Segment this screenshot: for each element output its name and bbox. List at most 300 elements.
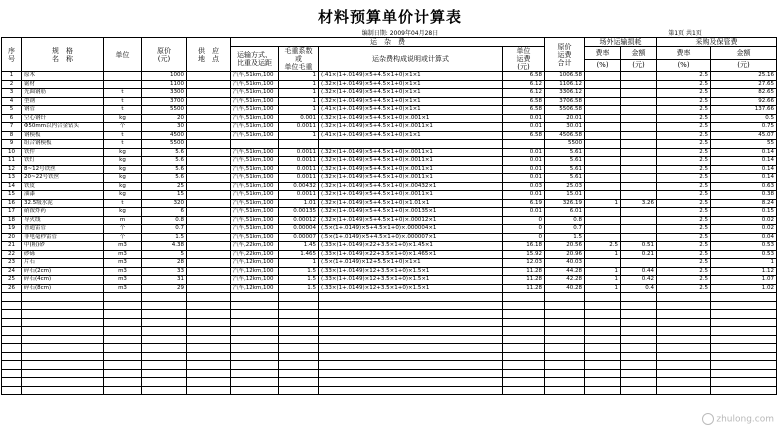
empty-cell <box>2 301 22 310</box>
cell-price: 5.6 <box>142 157 187 166</box>
table-header <box>2 38 777 72</box>
cell-samt: 1.02 <box>711 284 777 293</box>
cell-no: 20 <box>2 233 22 242</box>
empty-cell <box>187 344 231 353</box>
cell-name: 普通雷管 <box>22 225 104 234</box>
cell-total: 44.28 <box>545 267 585 276</box>
empty-row <box>2 386 777 395</box>
empty-cell <box>585 310 621 319</box>
cell-oamt: 3.26 <box>621 199 657 208</box>
table-row <box>2 114 777 123</box>
cell-name: 组合钢模板 <box>22 140 104 149</box>
header-seq: 序 号 <box>2 38 22 72</box>
empty-row <box>2 293 777 302</box>
cell-weight: 0.001 <box>279 114 319 123</box>
empty-cell <box>657 361 711 370</box>
cell-unit: m3 <box>104 242 142 251</box>
cell-orate <box>585 191 621 200</box>
empty-cell <box>503 327 545 336</box>
empty-cell <box>545 369 585 378</box>
empty-cell <box>585 293 621 302</box>
empty-cell <box>503 352 545 361</box>
cell-srate: 2.5 <box>657 208 711 217</box>
empty-cell <box>585 369 621 378</box>
empty-cell <box>104 327 142 336</box>
empty-cell <box>187 369 231 378</box>
table-row <box>2 182 777 191</box>
empty-cell <box>711 369 777 378</box>
cell-srate: 2.5 <box>657 72 711 81</box>
cell-weight: 0.0011 <box>279 148 319 157</box>
cell-total: 3706.58 <box>545 97 585 106</box>
cell-samt: 0.02 <box>711 216 777 225</box>
cell-supply <box>187 89 231 98</box>
cell-ufreight: 6.12 <box>503 89 545 98</box>
cell-orate <box>585 72 621 81</box>
empty-cell <box>585 335 621 344</box>
header-weight: 毛重系数 或 单位毛重 <box>279 47 319 72</box>
cell-total: 20.96 <box>545 250 585 259</box>
cell-price: 4500 <box>142 131 187 140</box>
cell-name: 中(粗)砂 <box>22 242 104 251</box>
empty-cell <box>22 327 104 336</box>
empty-cell <box>621 327 657 336</box>
cell-orate <box>585 259 621 268</box>
header-formula: 运杂费构成说明或计算式 <box>319 47 503 72</box>
cell-total: 3306.12 <box>545 89 585 98</box>
cell-transport: 汽车,51km,100 <box>231 97 279 106</box>
empty-cell <box>621 318 657 327</box>
empty-cell <box>621 310 657 319</box>
cell-total: 5506.58 <box>545 106 585 115</box>
cell-formula: (.32×(1+.0149)×5+4.5×1+0)×.0011×1 <box>319 174 503 183</box>
cell-ufreight: 0 <box>503 233 545 242</box>
cell-srate: 2.5 <box>657 199 711 208</box>
cell-srate: 2.5 <box>657 106 711 115</box>
cell-srate: 2.5 <box>657 191 711 200</box>
empty-cell <box>231 361 279 370</box>
cell-supply <box>187 242 231 251</box>
empty-cell <box>657 301 711 310</box>
cell-formula: (.5×(1+.0149)×5+4.5×1+0)×.000004×1 <box>319 225 503 234</box>
cell-formula: (.5×(1+.0149)×12+5.5×1+0)×1×1 <box>319 259 503 268</box>
empty-cell <box>187 293 231 302</box>
cell-ufreight: 6.58 <box>503 131 545 140</box>
cell-no: 18 <box>2 216 22 225</box>
empty-cell <box>279 386 319 395</box>
cell-samt: 0.38 <box>711 191 777 200</box>
empty-cell <box>657 344 711 353</box>
empty-cell <box>319 327 503 336</box>
cell-formula: (.32×(1+.0149)×5+4.5×1+0)×.00135×1 <box>319 208 503 217</box>
cell-srate: 2.5 <box>657 250 711 259</box>
cell-unit <box>104 80 142 89</box>
empty-cell <box>585 352 621 361</box>
empty-cell <box>2 318 22 327</box>
cell-price: 1100 <box>142 80 187 89</box>
table-row <box>2 131 777 140</box>
cell-price: 5 <box>142 250 187 259</box>
empty-cell <box>2 361 22 370</box>
empty-cell <box>545 386 585 395</box>
cell-weight: 0.0011 <box>279 123 319 132</box>
cell-orate <box>585 123 621 132</box>
cell-transport: 汽车,51km,100 <box>231 165 279 174</box>
page-info: 第1页 共1页 <box>668 30 702 37</box>
cell-supply <box>187 165 231 174</box>
cell-price: 3300 <box>142 89 187 98</box>
cell-no: 1 <box>2 72 22 81</box>
cell-name: 砂砾 <box>22 250 104 259</box>
table-row <box>2 233 777 242</box>
cell-total: 1106.12 <box>545 80 585 89</box>
cell-formula: (.32×(1+.0149)×5+4.5×1+0)×.0011×1 <box>319 148 503 157</box>
cell-transport: 汽车,51km,100 <box>231 208 279 217</box>
empty-cell <box>22 318 104 327</box>
table-row <box>2 267 777 276</box>
empty-cell <box>621 369 657 378</box>
empty-cell <box>585 318 621 327</box>
empty-cell <box>545 310 585 319</box>
cell-samt: 1 <box>711 259 777 268</box>
cell-weight: 1.5 <box>279 267 319 276</box>
cell-price: 1.5 <box>142 233 187 242</box>
cell-orate <box>585 233 621 242</box>
cell-ufreight: 6.19 <box>503 199 545 208</box>
empty-cell <box>621 361 657 370</box>
empty-cell <box>2 293 22 302</box>
header-unit-freight: 单位 运费 (元) <box>503 47 545 72</box>
cell-orate: 1 <box>585 284 621 293</box>
empty-cell <box>104 335 142 344</box>
header-transport: 运输方式、 比重及运距 <box>231 47 279 72</box>
cell-oamt: 0.51 <box>621 242 657 251</box>
cell-oamt <box>621 174 657 183</box>
cell-samt: 0.14 <box>711 174 777 183</box>
cell-supply <box>187 114 231 123</box>
table-row <box>2 208 777 217</box>
cell-srate: 2.5 <box>657 131 711 140</box>
table-row <box>2 191 777 200</box>
table-row <box>2 259 777 268</box>
cell-name: 铁钉 <box>22 157 104 166</box>
empty-cell <box>231 318 279 327</box>
cell-weight: 1 <box>279 80 319 89</box>
empty-cell <box>2 378 22 387</box>
cell-orate <box>585 148 621 157</box>
empty-cell <box>22 293 104 302</box>
empty-cell <box>545 293 585 302</box>
header-storage-group: 采购及保管费 <box>657 38 777 47</box>
table-row <box>2 284 777 293</box>
empty-cell <box>22 310 104 319</box>
empty-cell <box>319 344 503 353</box>
cell-transport: 汽车,12km,100 <box>231 267 279 276</box>
cell-price: 25 <box>142 182 187 191</box>
cell-supply <box>187 182 231 191</box>
empty-cell <box>503 369 545 378</box>
cell-transport: 汽车,51km,100 <box>231 191 279 200</box>
cell-ufreight: 0 <box>503 216 545 225</box>
cell-formula: (.33×(1+.0149)×12+3.5×1+0)×1.5×1 <box>319 276 503 285</box>
header-outside-group: 场外运输损耗 <box>585 38 657 47</box>
cell-name: 硝铵炸药 <box>22 208 104 217</box>
cell-unit: m3 <box>104 284 142 293</box>
cell-orate <box>585 216 621 225</box>
cell-total: 0.8 <box>545 216 585 225</box>
cell-total: 0.7 <box>545 225 585 234</box>
cell-supply <box>187 233 231 242</box>
empty-cell <box>585 361 621 370</box>
cell-supply <box>187 131 231 140</box>
cell-formula: (.41×(1+.0149)×5+4.5×1+0)×1×1 <box>319 106 503 115</box>
cell-ufreight: 11.28 <box>503 267 545 276</box>
cell-oamt <box>621 72 657 81</box>
cell-transport: 汽车,51km,100 <box>231 80 279 89</box>
cell-price: 28 <box>142 259 187 268</box>
cell-oamt <box>621 114 657 123</box>
cell-price: 20 <box>142 114 187 123</box>
cell-unit: kg <box>104 182 142 191</box>
cell-name: 钢管 <box>22 106 104 115</box>
empty-cell <box>545 344 585 353</box>
empty-row <box>2 327 777 336</box>
table-row <box>2 165 777 174</box>
cell-formula: (.32×(1+.0149)×5+4.5×1+0)×1×1 <box>319 80 503 89</box>
empty-cell <box>621 335 657 344</box>
empty-cell <box>142 310 187 319</box>
cell-ufreight: 0.01 <box>503 174 545 183</box>
cell-oamt <box>621 208 657 217</box>
cell-unit: kg <box>104 208 142 217</box>
cell-no: 25 <box>2 276 22 285</box>
cell-ufreight: 6.58 <box>503 72 545 81</box>
cell-ufreight: 6.58 <box>503 97 545 106</box>
cell-ufreight: 0.01 <box>503 165 545 174</box>
cell-transport: 汽车,51km,100 <box>231 225 279 234</box>
cell-unit: m <box>104 216 142 225</box>
cell-samt: 8.24 <box>711 199 777 208</box>
budget-table <box>1 37 777 395</box>
cell-price: 5500 <box>142 140 187 149</box>
empty-cell <box>187 386 231 395</box>
cell-orate <box>585 106 621 115</box>
cell-price: 33 <box>142 267 187 276</box>
cell-oamt <box>621 106 657 115</box>
cell-transport: 汽车,51km,100 <box>231 216 279 225</box>
cell-orate <box>585 174 621 183</box>
empty-cell <box>503 301 545 310</box>
cell-ufreight: 6.12 <box>503 80 545 89</box>
cell-price: 3700 <box>142 97 187 106</box>
cell-no: 24 <box>2 267 22 276</box>
cell-formula: (.32×(1+.0149)×5+4.5×1+0)×1.01×1 <box>319 199 503 208</box>
cell-no: 6 <box>2 114 22 123</box>
empty-cell <box>621 352 657 361</box>
empty-cell <box>231 327 279 336</box>
cell-formula: (.32×(1+.0149)×5+4.5×1+0)×.0011×1 <box>319 191 503 200</box>
cell-srate: 2.5 <box>657 89 711 98</box>
cell-total: 1006.58 <box>545 72 585 81</box>
header-storage-rate-unit: (%) <box>657 59 711 72</box>
cell-unit: kg <box>104 157 142 166</box>
cell-oamt <box>621 165 657 174</box>
empty-cell <box>279 378 319 387</box>
cell-srate: 2.5 <box>657 148 711 157</box>
cell-samt: 0.14 <box>711 165 777 174</box>
cell-samt: 0.14 <box>711 157 777 166</box>
cell-supply <box>187 191 231 200</box>
cell-orate: 1 <box>585 276 621 285</box>
empty-cell <box>104 318 142 327</box>
empty-row <box>2 310 777 319</box>
cell-oamt: 0.42 <box>621 276 657 285</box>
cell-name: 油漆 <box>22 191 104 200</box>
cell-oamt <box>621 191 657 200</box>
empty-row <box>2 301 777 310</box>
cell-supply <box>187 140 231 149</box>
cell-ufreight: 6.58 <box>503 106 545 115</box>
empty-cell <box>187 310 231 319</box>
cell-transport: 汽车,51km,100 <box>231 72 279 81</box>
cell-formula: (.32×(1+.0149)×5+4.5×1+0)×.001×1 <box>319 114 503 123</box>
cell-transport: 汽车,51km,100 <box>231 123 279 132</box>
cell-no: 12 <box>2 165 22 174</box>
cell-supply <box>187 259 231 268</box>
cell-weight: 1 <box>279 89 319 98</box>
empty-cell <box>104 361 142 370</box>
cell-orate <box>585 140 621 149</box>
cell-no: 10 <box>2 148 22 157</box>
empty-cell <box>142 327 187 336</box>
empty-row <box>2 318 777 327</box>
cell-oamt <box>621 131 657 140</box>
header-storage-amount-unit: (元) <box>711 59 777 72</box>
empty-cell <box>2 352 22 361</box>
empty-cell <box>279 293 319 302</box>
empty-cell <box>142 369 187 378</box>
cell-total: 326.19 <box>545 199 585 208</box>
cell-formula: (.33×(1+.0149)×12+3.5×1+0)×1.5×1 <box>319 267 503 276</box>
empty-cell <box>319 335 503 344</box>
cell-weight: 1.5 <box>279 276 319 285</box>
empty-cell <box>657 335 711 344</box>
empty-cell <box>231 310 279 319</box>
cell-no: 9 <box>2 140 22 149</box>
empty-cell <box>142 335 187 344</box>
cell-srate: 2.5 <box>657 157 711 166</box>
cell-no: 14 <box>2 182 22 191</box>
cell-supply <box>187 250 231 259</box>
empty-cell <box>319 378 503 387</box>
cell-formula: (.32×(1+.0149)×5+4.5×1+0)×1×1 <box>319 97 503 106</box>
empty-cell <box>231 369 279 378</box>
cell-weight: 0.00135 <box>279 208 319 217</box>
cell-weight: 1.465 <box>279 250 319 259</box>
table-row <box>2 140 777 149</box>
empty-cell <box>22 361 104 370</box>
empty-cell <box>187 378 231 387</box>
cell-orate <box>585 165 621 174</box>
empty-cell <box>142 301 187 310</box>
empty-cell <box>657 352 711 361</box>
cell-orate <box>585 80 621 89</box>
empty-cell <box>711 352 777 361</box>
cell-formula: (.5×(1+.0149)×5+4.5×1+0)×.000007×1 <box>319 233 503 242</box>
empty-cell <box>2 369 22 378</box>
empty-cell <box>2 327 22 336</box>
table-row <box>2 174 777 183</box>
empty-cell <box>319 301 503 310</box>
cell-supply <box>187 80 231 89</box>
cell-transport: 汽车,51km,100 <box>231 131 279 140</box>
cell-srate: 2.5 <box>657 182 711 191</box>
cell-orate <box>585 89 621 98</box>
cell-samt: 0.15 <box>711 208 777 217</box>
table-row <box>2 276 777 285</box>
empty-cell <box>187 361 231 370</box>
cell-price: 0.7 <box>142 225 187 234</box>
header-unit: 单位 <box>104 38 142 72</box>
empty-cell <box>104 344 142 353</box>
cell-total: 5500 <box>545 140 585 149</box>
cell-name: 8~12号铁丝 <box>22 165 104 174</box>
cell-formula <box>319 140 503 149</box>
empty-cell <box>711 335 777 344</box>
cell-no: 26 <box>2 284 22 293</box>
cell-name: 片石 <box>22 259 104 268</box>
header-outside-rate: 费率 <box>585 47 621 60</box>
cell-unit: m3 <box>104 276 142 285</box>
cell-no: 17 <box>2 208 22 217</box>
cell-transport: 汽车,51km,100 <box>231 89 279 98</box>
empty-row <box>2 378 777 387</box>
empty-cell <box>319 318 503 327</box>
empty-cell <box>711 361 777 370</box>
empty-cell <box>621 386 657 395</box>
table-row <box>2 80 777 89</box>
header-outside-amount: 金额 <box>621 47 657 60</box>
cell-price: 5.6 <box>142 165 187 174</box>
table-row <box>2 89 777 98</box>
cell-price: 29 <box>142 284 187 293</box>
empty-cell <box>142 352 187 361</box>
cell-oamt: 0.4 <box>621 284 657 293</box>
cell-no: 21 <box>2 242 22 251</box>
cell-name: 碎石(4cm) <box>22 276 104 285</box>
empty-cell <box>2 335 22 344</box>
cell-total: 5.61 <box>545 165 585 174</box>
cell-srate: 2.5 <box>657 233 711 242</box>
empty-cell <box>142 293 187 302</box>
cell-oamt <box>621 216 657 225</box>
cell-srate: 2.5 <box>657 276 711 285</box>
empty-cell <box>142 386 187 395</box>
cell-transport: 汽车,51km,100 <box>231 157 279 166</box>
table-body <box>2 72 777 395</box>
cell-unit: kg <box>104 114 142 123</box>
empty-cell <box>231 335 279 344</box>
cell-unit: t <box>104 89 142 98</box>
cell-orate: 2.5 <box>585 242 621 251</box>
cell-no: 16 <box>2 199 22 208</box>
empty-cell <box>711 327 777 336</box>
watermark: zhulong.com <box>702 413 774 425</box>
cell-unit: m3 <box>104 259 142 268</box>
cell-supply <box>187 174 231 183</box>
cell-srate: 2.5 <box>657 174 711 183</box>
empty-cell <box>104 369 142 378</box>
